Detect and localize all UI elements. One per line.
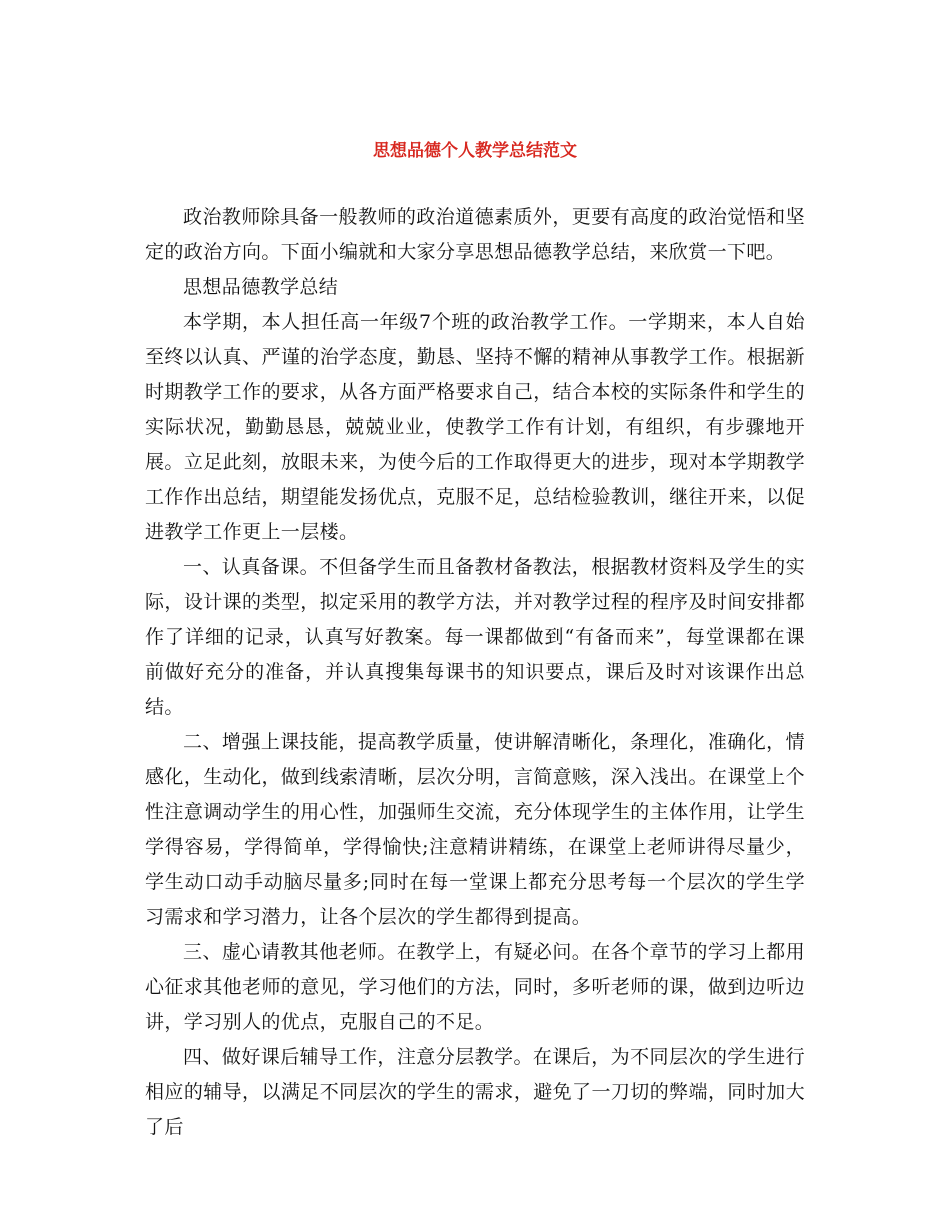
paragraph-point-1: 一、认真备课。不但备学生而且备教材备教法，根据教材资料及学生的实际，设计课的类型，拟定采用的教学方法，并对教学过程的程序及时间安排都作了详细的记录，认真写好教案。每一课都做到“有备而来”，每堂课都在课前做好充分的准备，并认真搜集每课书的知识要点，课后及时对该课作出总结。 <box>145 556 805 718</box>
document-page <box>145 0 805 1230</box>
paragraph-intro: 政治教师除具备一般教师的政治道德素质外，更要有高度的政治觉悟和坚定的政治方向。下面小编就和大家分享思想品德教学总结，来欣赏一下吧。 <box>145 206 805 263</box>
paragraph-point-4: 四、做好课后辅导工作，注意分层教学。在课后，为不同层次的学生进行相应的辅导，以满足不同层次的学生的需求，避免了一刀切的弊端，同时加大了后 <box>145 1046 805 1138</box>
paragraph-point-2: 二、增强上课技能，提高教学质量，使讲解清晰化，条理化，准确化，情感化，生动化，做到线索清晰，层次分明，言简意赅，深入浅出。在课堂上个性注意调动学生的用心性，加强师生交流，充分体现学生的主体作用，让学生学得容易，学得简单，学得愉快;注意精讲精练，在课堂上老师讲得尽量少，学生动口动手动脑尽量多;同时在每一堂课上都充分思考每一个层次的学生学习需求和学习潜力，让各个层次的学生都得到提高。 <box>145 731 805 928</box>
document-body <box>145 200 805 1145</box>
paragraph-subheading: 思想品德教学总结 <box>183 276 339 298</box>
paragraph-point-3: 三、虚心请教其他老师。在教学上，有疑必问。在各个章节的学习上都用心征求其他老师的意见，学习他们的方法，同时，多听老师的课，做到边听边讲，学习别人的优点，克服自己的不足。 <box>145 941 805 1033</box>
paragraph-overview: 本学期，本人担任高一年级7个班的政治教学工作。一学期来，本人自始至终以认真、严谨的治学态度，勤恳、坚持不懈的精神从事教学工作。根据新时期教学工作的要求，从各方面严格要求自己，结合本校的实际条件和学生的实际状况，勤勤恳恳，兢兢业业，使教学工作有计划，有组织，有步骤地开展。立足此刻，放眼未来，为使今后的工作取得更大的进步，现对本学期教学工作作出总结，期望能发扬优点，克服不足，总结检验教训，继往开来，以促进教学工作更上一层楼。 <box>145 311 805 543</box>
document-title: 思想品德个人教学总结范文 <box>373 141 577 161</box>
